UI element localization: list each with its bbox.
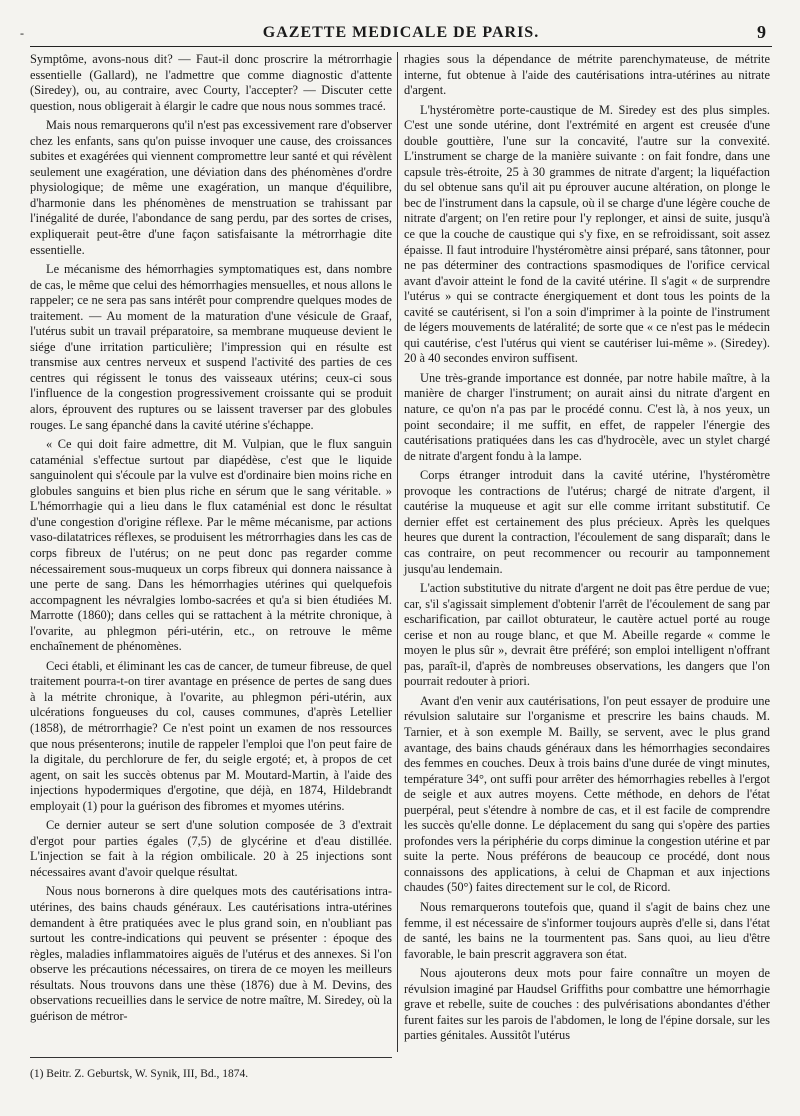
paragraph: Symptôme, avons-nous dit? — Faut-il donc proscrire la métrorrhagie essentielle (Gallard), ne l'admettre que comme diagnostic d'attente (Siredey), ou, au contraire, avec Courty, l'accepter? — Discuter cette question, nous obligerait à élargir le cadre que nous nous sommes tracé. bbox=[30, 52, 392, 113]
footnote-text: (1) Beitr. Z. Geburtsk, W. Synik, III, Bd., 1874. bbox=[30, 1068, 249, 1080]
paragraph: Le mécanisme des hémorrhagies symptomatiques est, dans nombre de cas, le même que celui des hémorrhagies mensuelles, et nous allons le rappeler; ce ne sera pas sans intérêt pour comprendre quelques modes de traitement. — Au moment de la maturation d'une vésicule de Graaf, l'utérus subit un travail préparatoire, sa membrane muqueuse devient le siége d'une irritation particulière; l'impression qui en résulte est transmise aux centres nerveux et suspend l'activité des parties de ces centres qui régissent le tonus des vaisseaux utérins; ceux-ci sous l'influence de la congestion progressivement croissante qui se produit alors, éprouvent des ruptures ou se laissent traverser par des globules rouges. Le sang épanché dans la cavité utérine s'échappe. bbox=[30, 262, 392, 432]
publication-title: GAZETTE MEDICALE DE PARIS. bbox=[262, 24, 540, 41]
paragraph: Une très-grande importance est donnée, par notre habile maître, à la manière de charger l'instrument; on aurait ainsi du nitrate d'argent en nature, ce qu'on n'a pas par le procédé connu. C'est là, à nos yeux, un point secondaire; il me suffit, en effet, de rappeler l'énergie des cautérisations pratiquées dans les cas d'hydrocèle, avec un stylet chargé de nitrate d'argent fondu à la lampe. bbox=[404, 370, 770, 463]
left-column bbox=[30, 52, 392, 1028]
paragraph: Ce dernier auteur se sert d'une solution composée de 3 d'extrait d'ergot pour parties égales (7,5) de glycérine et d'eau distillée. L'injection se fait à la région ombilicale. 20 à 25 injections sont nécessaires avant d'avoir quelque résultat. bbox=[30, 818, 392, 879]
header-rule bbox=[30, 46, 772, 47]
paragraph: Corps étranger introduit dans la cavité utérine, l'hystéromètre provoque les contractions de l'utérus; chargé de nitrate d'argent, il cautérise la muqueuse et agit sur elle comme irritant substitutif. Ce dernier effet est certainement des plus précieux. Après les quelques heures que durent la contraction, l'écoulement de sang disparaît; dans le cas contraire, on peut recommencer ou recourir au tamponnement jusqu'au lendemain. bbox=[404, 468, 770, 576]
paragraph: Nous remarquerons toutefois que, quand il s'agit de bains chez une femme, il est nécessaire de s'informer toujours auprès d'elle si, dans l'état de santé, les bains ne la tourmentent pas. Sans quoi, au lieu d'être favorable, le bain prescrit aggravera son état. bbox=[404, 899, 770, 961]
paragraph: Nous ajouterons deux mots pour faire connaître un moyen de révulsion imaginé par Haudsel Griffiths pour combattre une hémorrhagie grave et rebelle, suite de couches : des pulvérisations abondantes d'éther furent faites sur les parois de l'abdomen, le long de l'épine dorsale, sur les parties génitales. Aussitôt l'utérus bbox=[404, 966, 770, 1043]
paragraph: L'hystéromètre porte-caustique de M. Siredey est des plus simples. C'est une sonde utérine, dont l'extrémité en argent est creusée d'une double gouttière, l'une sur la concavité, l'autre sur la convexité. L'instrument se charge de la manière suivante : on fait fondre, dans une capsule très-étroite, 25 à 30 grammes de nitrate d'argent; la liquéfaction du sel obtenue sans qu'il ait pu éprouver aucune altération, on plonge le bec de l'instrument dans la capsule, où il se charge d'une légère couche de nitrate d'argent; on l'en retire pour l'y replonger, et ainsi de suite, jusqu'à ce que la couche de caustique qui s'y fixe, en se refroidissant, soit assez épaisse. Il faut introduire l'hystéromètre ainsi préparé, sans tâtonner, pour ne pas déterminer des contractions spasmodiques de l'orifice cervical avant d'avoir atteint le fond de la cavité utérine. Il s'agit « de surprendre l'utérus » qui se contracte énergiquement et dont tous les points de la cavité se cautérisent, si l'on a soin d'imprimer à la pointe de l'instrument de légers mouvements de latéralité; de sorte que « ce n'est pas le médecin qui cautérise, c'est l'utérus qui vient se cautériser lui-même ». (Siredey). 20 à 40 secondes environ suffisent. bbox=[404, 102, 770, 366]
footnote bbox=[30, 1068, 392, 1080]
paragraph: Avant d'en venir aux cautérisations, l'on peut essayer de produire une révulsion salutaire sur l'organisme et prescrire les bains chauds. M. Tarnier, et à son exemple M. Bailly, se servent, avec le plus grand avantage, des bains chauds généraux dans les hémorrhagies secondaires des femmes en couches. Deux à trois bains d'une durée de vingt minutes, température 34°, ont suffi pour arrêter des hémorrhagies rebelles à l'ergot de seigle et aux autres moyens. Cette méthode, en dehors de l'état puerpéral, peut s'étendre à nombre de cas, et il est facile de comprendre les succès qu'elle donne. Le déplacement du sang qui s'opère des parties profondes vers la périphérie du corps diminue la congestion utérine et par suite la perte. Nous préférons de beaucoup ce procédé, dont nous connaissons des applications, à celui de Chapman et aux injections chaudes (50°) faites directement sur le col, de Ricord. bbox=[404, 693, 770, 895]
paragraph: « Ce qui doit faire admettre, dit M. Vulpian, que le flux sanguin cataménial s'effectue surtout par diapédèse, c'est que le liquide sanguinolent qui s'écoule par la vulve est d'ordinaire bien moins riche en globules sanguins et bien plus riche en sérum que le sang véritable. » L'hémorrhagie qui a lieu dans le flux cataménial est donc le résultat d'une congestion d'origine réflexe. Par le même mécanisme, par actions vaso-dilatatrices réflexes, se produisent les métrorrhagies dans les cas de corps fibreux de l'utérus; on ne peut donc pas regarder comme nécessairement sous-muqueux un corps fibreux qui donnera naissance à une perte de sang. Dans les hémorrhagies utérines qui quelquefois accompagnent les névralgies lombo-sacrées et qu'a si bien étudiées M. Marrotte (1860); dans celles qui se rattachent à la métrite chronique, à l'ovarite, au phlegmon péri-utérin, etc., on retrouve le même enchaînement de phénomènes. bbox=[30, 437, 392, 654]
paragraph: rhagies sous la dépendance de métrite parenchymateuse, de métrite interne, fut obtenue à l'aide des cautérisations intra-utérines au nitrate d'argent. bbox=[404, 52, 770, 98]
page-number: 9 bbox=[757, 22, 766, 42]
paragraph: L'action substitutive du nitrate d'argent ne doit pas être perdue de vue; car, s'il s'agissait simplement d'obtenir l'arrêt de l'écoulement de sang par escharification, par caillot obturateur, le cautère actuel porté au rouge cerise et non au rouge blanc, et que M. Abeille regarde « comme le moyen le plus sûr », devrait être préféré; son emploi intelligent n'offrant pas, paraît-il, d'après de nombreuses observations, les dangers que l'on pourrait redouter à priori. bbox=[404, 581, 770, 689]
paragraph: Nous nous bornerons à dire quelques mots des cautérisations intra-utérines, des bains chauds généraux. Les cautérisations intra-utérines demandent à être pratiquées avec le plus grand soin, en n'oubliant pas surtout les contre-indications qui peuvent se présenter : époque des règles, maladies inflammatoires aiguës de l'utérus et des annexes. Si l'on observe les précautions nécessaires, on tirera de ce moyen les meilleurs résultats. Nous trouvons dans une thèse (1876) due à M. Devins, des observations recueillies dans le service de notre maître, M. Siredey, où la guérison de métror- bbox=[30, 884, 392, 1023]
paragraph: Mais nous remarquerons qu'il n'est pas excessivement rare d'observer chez les enfants, sans qu'on puisse invoquer une cause, des croissances subites et exagérées qui viennent compromettre leur santé et qui révèlent seulement une exagération, une déviation dans des phénomènes d'ordre physiologique; de même une exagération, un manque d'équilibre, d'harmonie dans les phénomènes de menstruation se trahissant par l'inégalité de durée, l'abondance de sang perdu, par des sortes de crises, expliquerait peut-être d'une façon satisfaisante la métrorrhagie dite essentielle. bbox=[30, 118, 392, 257]
right-column bbox=[404, 52, 770, 1048]
page-header bbox=[20, 22, 772, 44]
header-margin-mark: - bbox=[20, 26, 24, 40]
footnote-rule bbox=[30, 1057, 392, 1058]
paragraph: Ceci établi, et éliminant les cas de cancer, de tumeur fibreuse, de quel traitement pourra-t-on tirer avantage en présence de pertes de sang dues à la métrite chronique, à l'ovarite, au phlegmon péri-utérin, aux ulcérations fongueuses du col, causes communes, d'après Letellier (1858), de métrorrhagie? Ce n'est point un examen de nos ressources que nous présenterons; inutile de rappeler l'emploi que l'on peut faire de la digitale, du perchlorure de fer, du seigle ergoté; et, à propos de cet agent, on sait les succès obtenus par M. Moutard-Martin, à l'aide des injections hypodermiques d'ergotine, que déjà, en 1874, Hildebrandt employait (1) pour la guérison des fibromes et myomes utérins. bbox=[30, 658, 392, 813]
column-divider bbox=[397, 52, 398, 1052]
